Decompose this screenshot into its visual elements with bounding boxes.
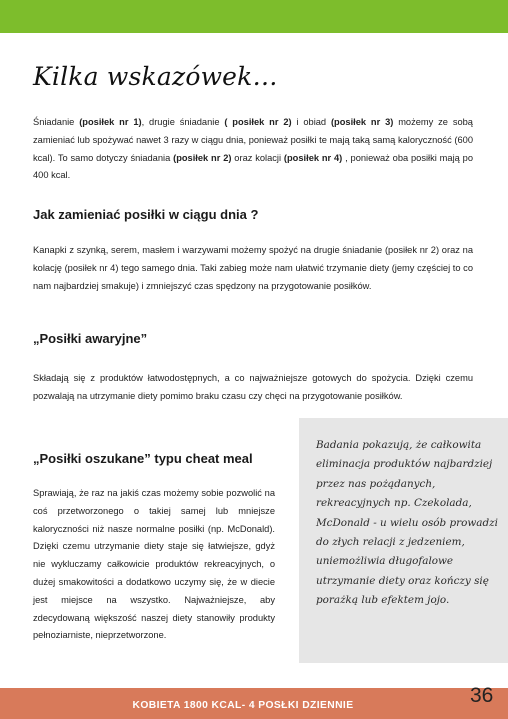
section-heading-swap-meals: Jak zamieniać posiłki w ciągu dnia ? [33, 207, 259, 222]
section-paragraph-cheat-meals: Sprawiają, że raz na jakiś czas możemy sobie pozwolić na coś przetworzonego o takiej samej lub mniejsze kaloryczności niż nasze normalne posiłki (np. McDonald). Dzięki czemu utrzymanie diety staje się łatwiejsze, gdyż nie wykluczamy całkowicie produktów rekreacyjnych, o dużej smakowitości a dodatkowo uczymy się, że w diecie jest miejsce na wszystko. Najważniejsze, aby zdecydowaną większość naszej diety stanowiły produkty pełnoziarniste, nieprzetworzone. [33, 488, 275, 641]
section-heading-cheat-meals: „Posiłki oszukane” typu cheat meal [33, 451, 253, 466]
page-title: Kilka wskazówek… [33, 62, 278, 91]
quote-text: Badania pokazują, że całkowita eliminacja produktów najbardziej przez nas pożądanych, rekreacyjnych np. Czekolada, McDonald - u wielu osób prowadzi do złych relacji z jedzeniem, uniemożliwia długofalowe utrzymanie diety oraz kończy się porażką lub efektem jojo. [316, 439, 498, 607]
quote-box [299, 418, 508, 663]
section-paragraph-emergency-meals: Składają się z produktów łatwodostępnych, a co najważniejsze gotowych do spożycia. Dzięki czemu pozwalają na utrzymanie diety pomimo braku czasu czy chęci na przygotowanie posiłków. [33, 373, 473, 401]
top-accent-bar [0, 0, 508, 33]
section-heading-emergency-meals: „Posiłki awaryjne” [33, 331, 148, 346]
page-number: 36 [470, 684, 494, 707]
intro-paragraph: Śniadanie (posiłek nr 1), drugie śniadanie ( posiłek nr 2) i obiad (posiłek nr 3) możemy ze sobą zamieniać lub spożywać nawet 3 razy w ciągu dnia, ponieważ posiłki te mają taką samą kaloryczność (600 kcal). To samo dotyczy śniadania (posiłek nr 2) oraz kolacji (posiłek nr 4) , ponieważ oba posiłki mają po 400 kcal. [33, 117, 473, 181]
footer-label: KOBIETA 1800 KCAL- 4 POSŁKI DZIENNIE [132, 700, 354, 711]
footer-bar [0, 688, 508, 719]
section-paragraph-swap-meals: Kanapki z szynką, serem, masłem i warzywami możemy spożyć na drugie śniadanie (posiłek nr 2) oraz na kolację (posiłek nr 4) tego samego dnia. Taki zabieg może nam ułatwić trzymanie diety (jemy częściej to co nam najbardziej smakuje) i zmniejszyć czas spędzony na przygotowanie posiłków. [33, 245, 473, 291]
